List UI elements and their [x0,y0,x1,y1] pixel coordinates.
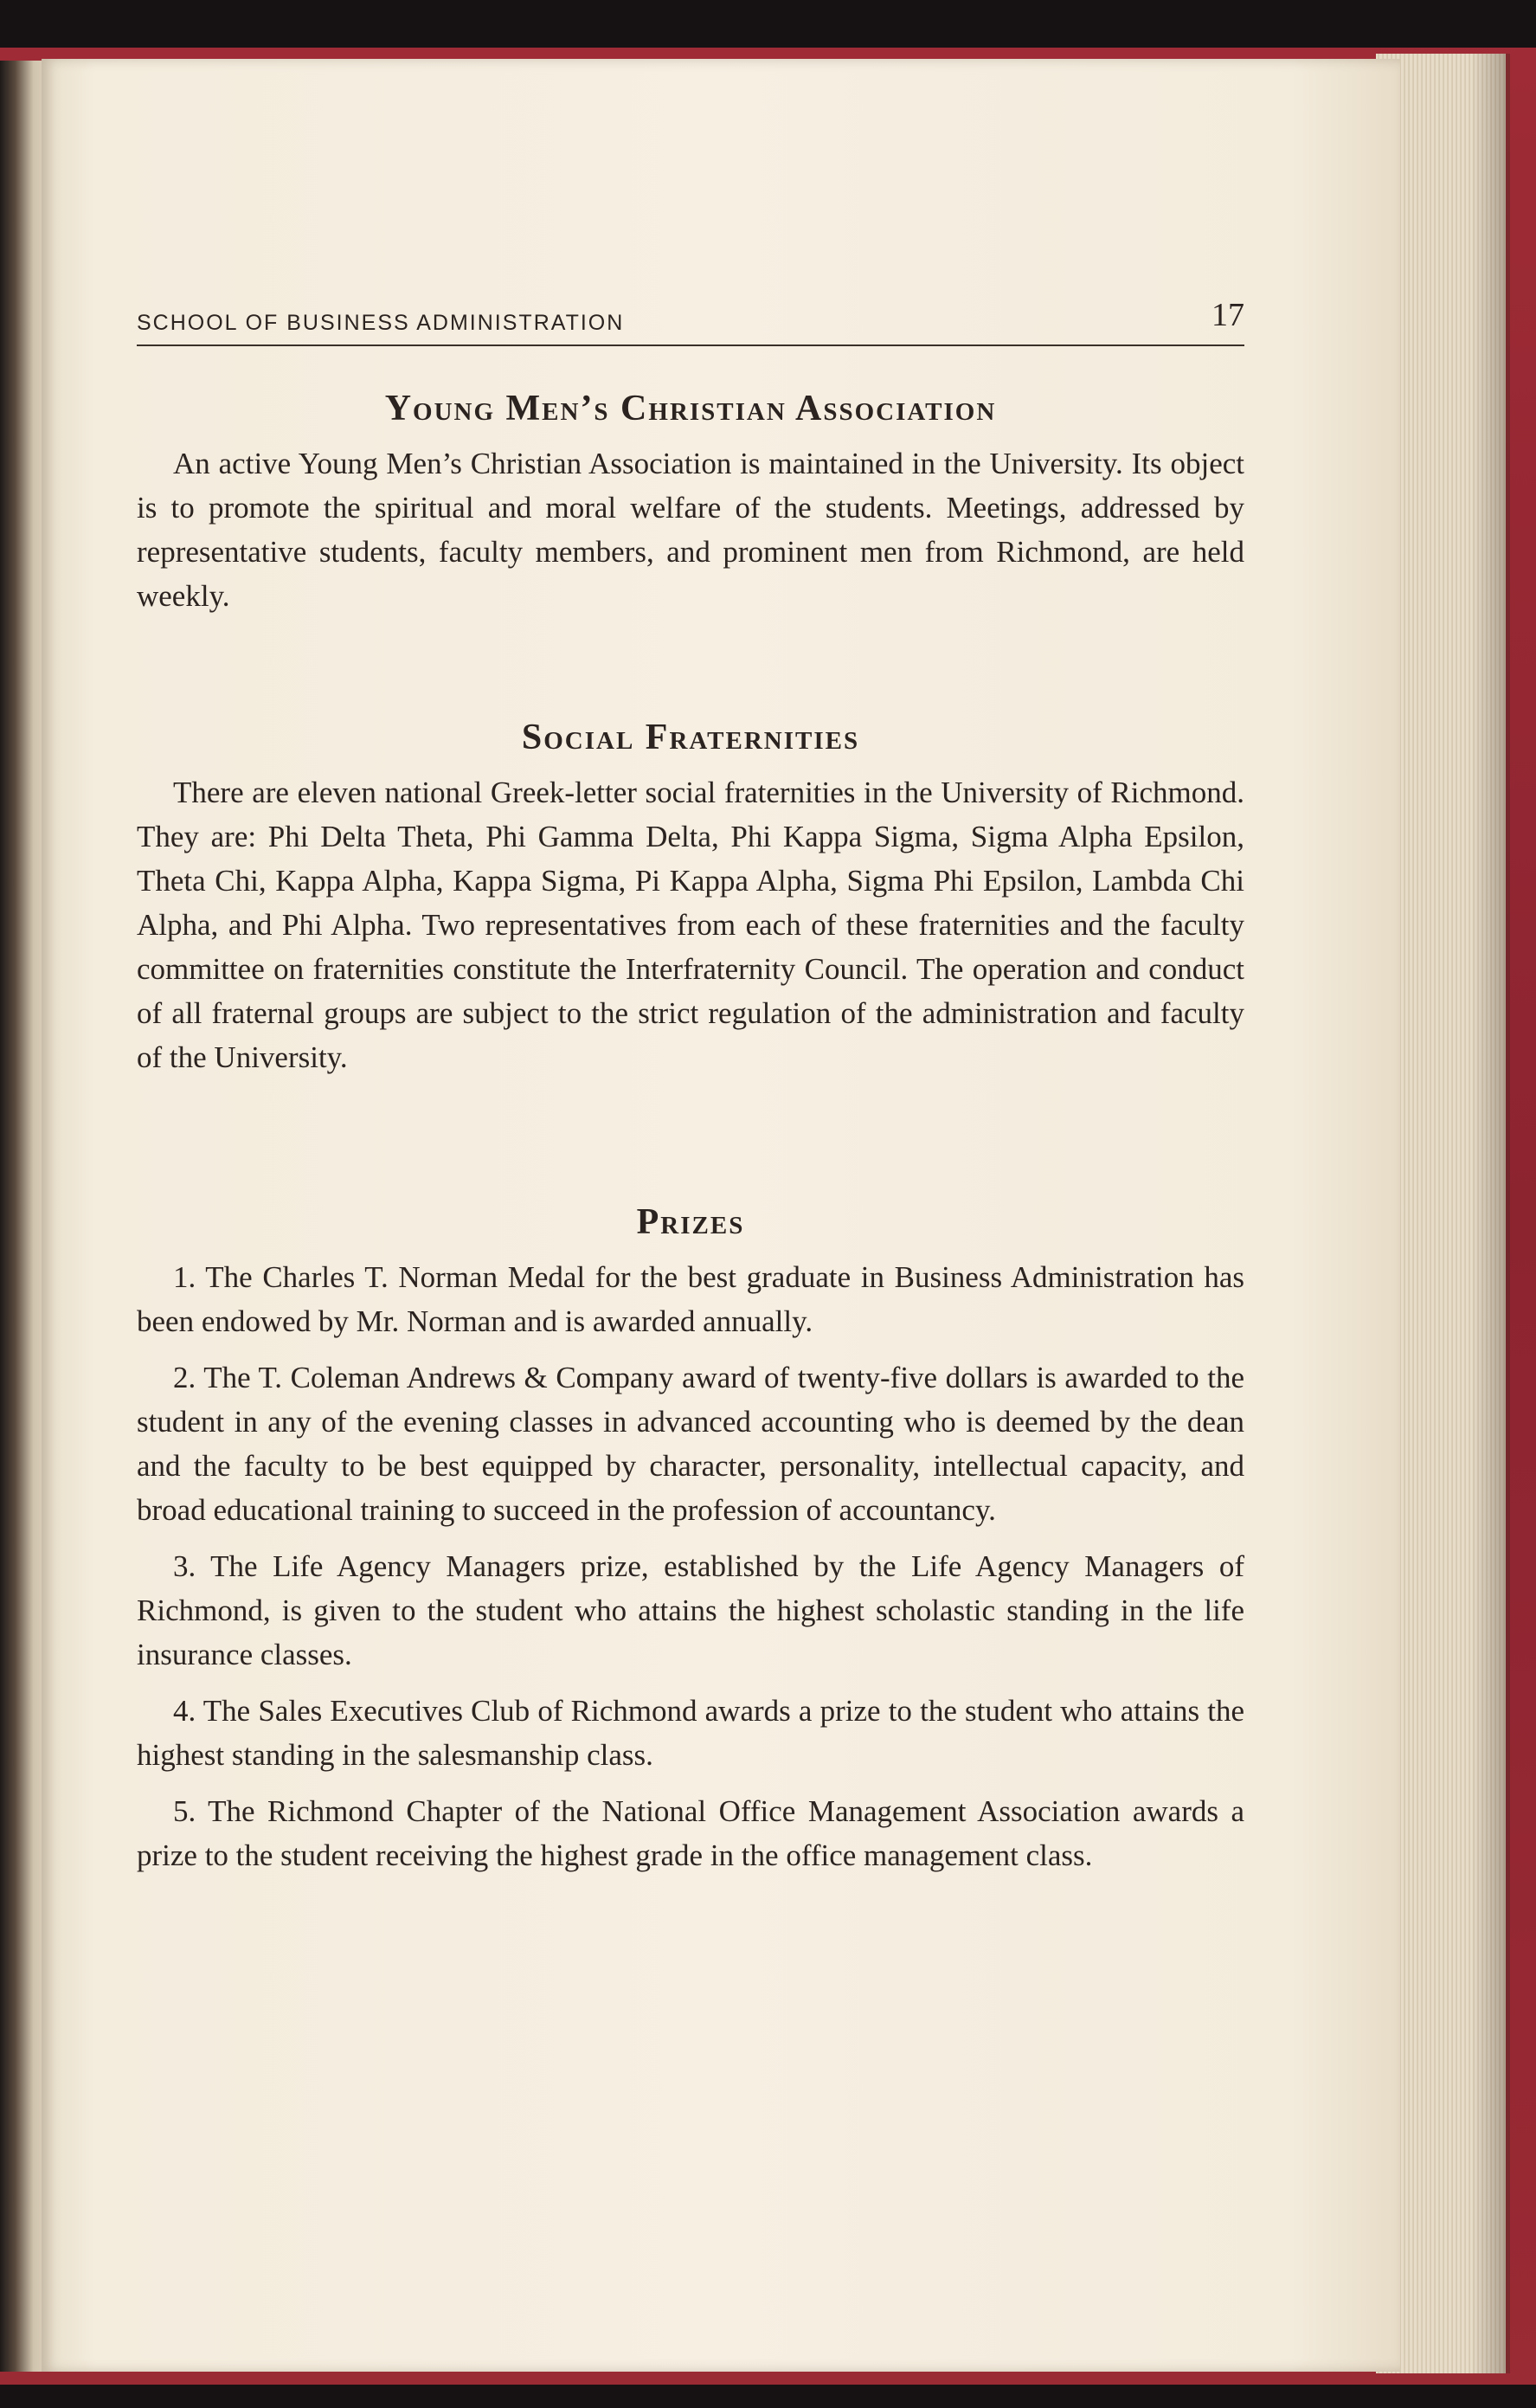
section-ymca [137,388,1244,628]
prize-number: 3. [173,1549,196,1583]
page-stack-shadow [1471,54,1510,2373]
prize-item [137,1355,1244,1532]
prize-number: 5. [173,1794,196,1828]
prize-item [137,1689,1244,1777]
prize-number: 2. [173,1361,196,1394]
section-heading-prizes: Prizes [636,1202,745,1242]
prize-text: The Richmond Chapter of the National Office Management Association awards a prize to the student receiving the highest grade in the office management class. [137,1794,1245,1872]
prize-item [137,1544,1244,1677]
section-fraternities [137,717,1244,1090]
prize-number: 4. [173,1694,196,1728]
section-prizes [137,1201,1244,1890]
book-page [42,59,1400,2372]
prize-text: The Charles T. Norman Medal for the best graduate in Business Administration has been endowed by Mr. Norman and is awarded annually. [137,1260,1245,1338]
section-heading-ymca: Young Men’s Christian Association [384,389,997,428]
page-number: 17 [1211,297,1244,333]
section-heading-fraternities: Social Fraternities [521,718,860,757]
section-text-ymca: An active Young Men’s Christian Association is maintained in the University. Its object is to promote the spiritual and moral welfare of the students. Meetings, addressed by representative students, faculty members, and prominent men from Richmond, are held weekly. [137,447,1244,613]
prize-item [137,1789,1244,1877]
running-head [137,275,1244,346]
section-text-fraternities: There are eleven national Greek-letter social fraternities in the University of Richmond. They are: Phi Delta Theta, Phi Gamma Delta, Phi Kappa Sigma, Sigma Alpha Epsilon, Theta Chi, Kappa Alpha, Kappa Sigma, Pi Kappa Alpha, Sigma Phi Epsilon, Lambda Chi Alpha, and Phi Alpha. Two representatives from each of these fraternities and the faculty committee on fraternities constitute the Interfraternity Council. The operation and conduct of all fraternal groups are subject to the strict regulation of the administration and faculty of the University. [137,776,1244,1074]
prize-text: The T. Coleman Andrews & Company award of twenty-five dollars is awarded to the student in any of the evening classes in advanced accounting who is deemed by the dean and the faculty to be best equipped by character, personality, intellectual capacity, and broad educational training to succeed in the profession of accountancy. [137,1361,1244,1527]
prize-item [137,1255,1244,1343]
prize-number: 1. [173,1260,196,1294]
prize-text: The Life Agency Managers prize, established by the Life Agency Managers of Richmond, is given to the student who attains the highest scholastic standing in the life insurance classes. [137,1549,1244,1671]
running-head-title: SCHOOL OF BUSINESS ADMINISTRATION [137,311,625,335]
prize-text: The Sales Executives Club of Richmond awards a prize to the student who attains the highest standing in the salesmanship class. [137,1694,1244,1772]
